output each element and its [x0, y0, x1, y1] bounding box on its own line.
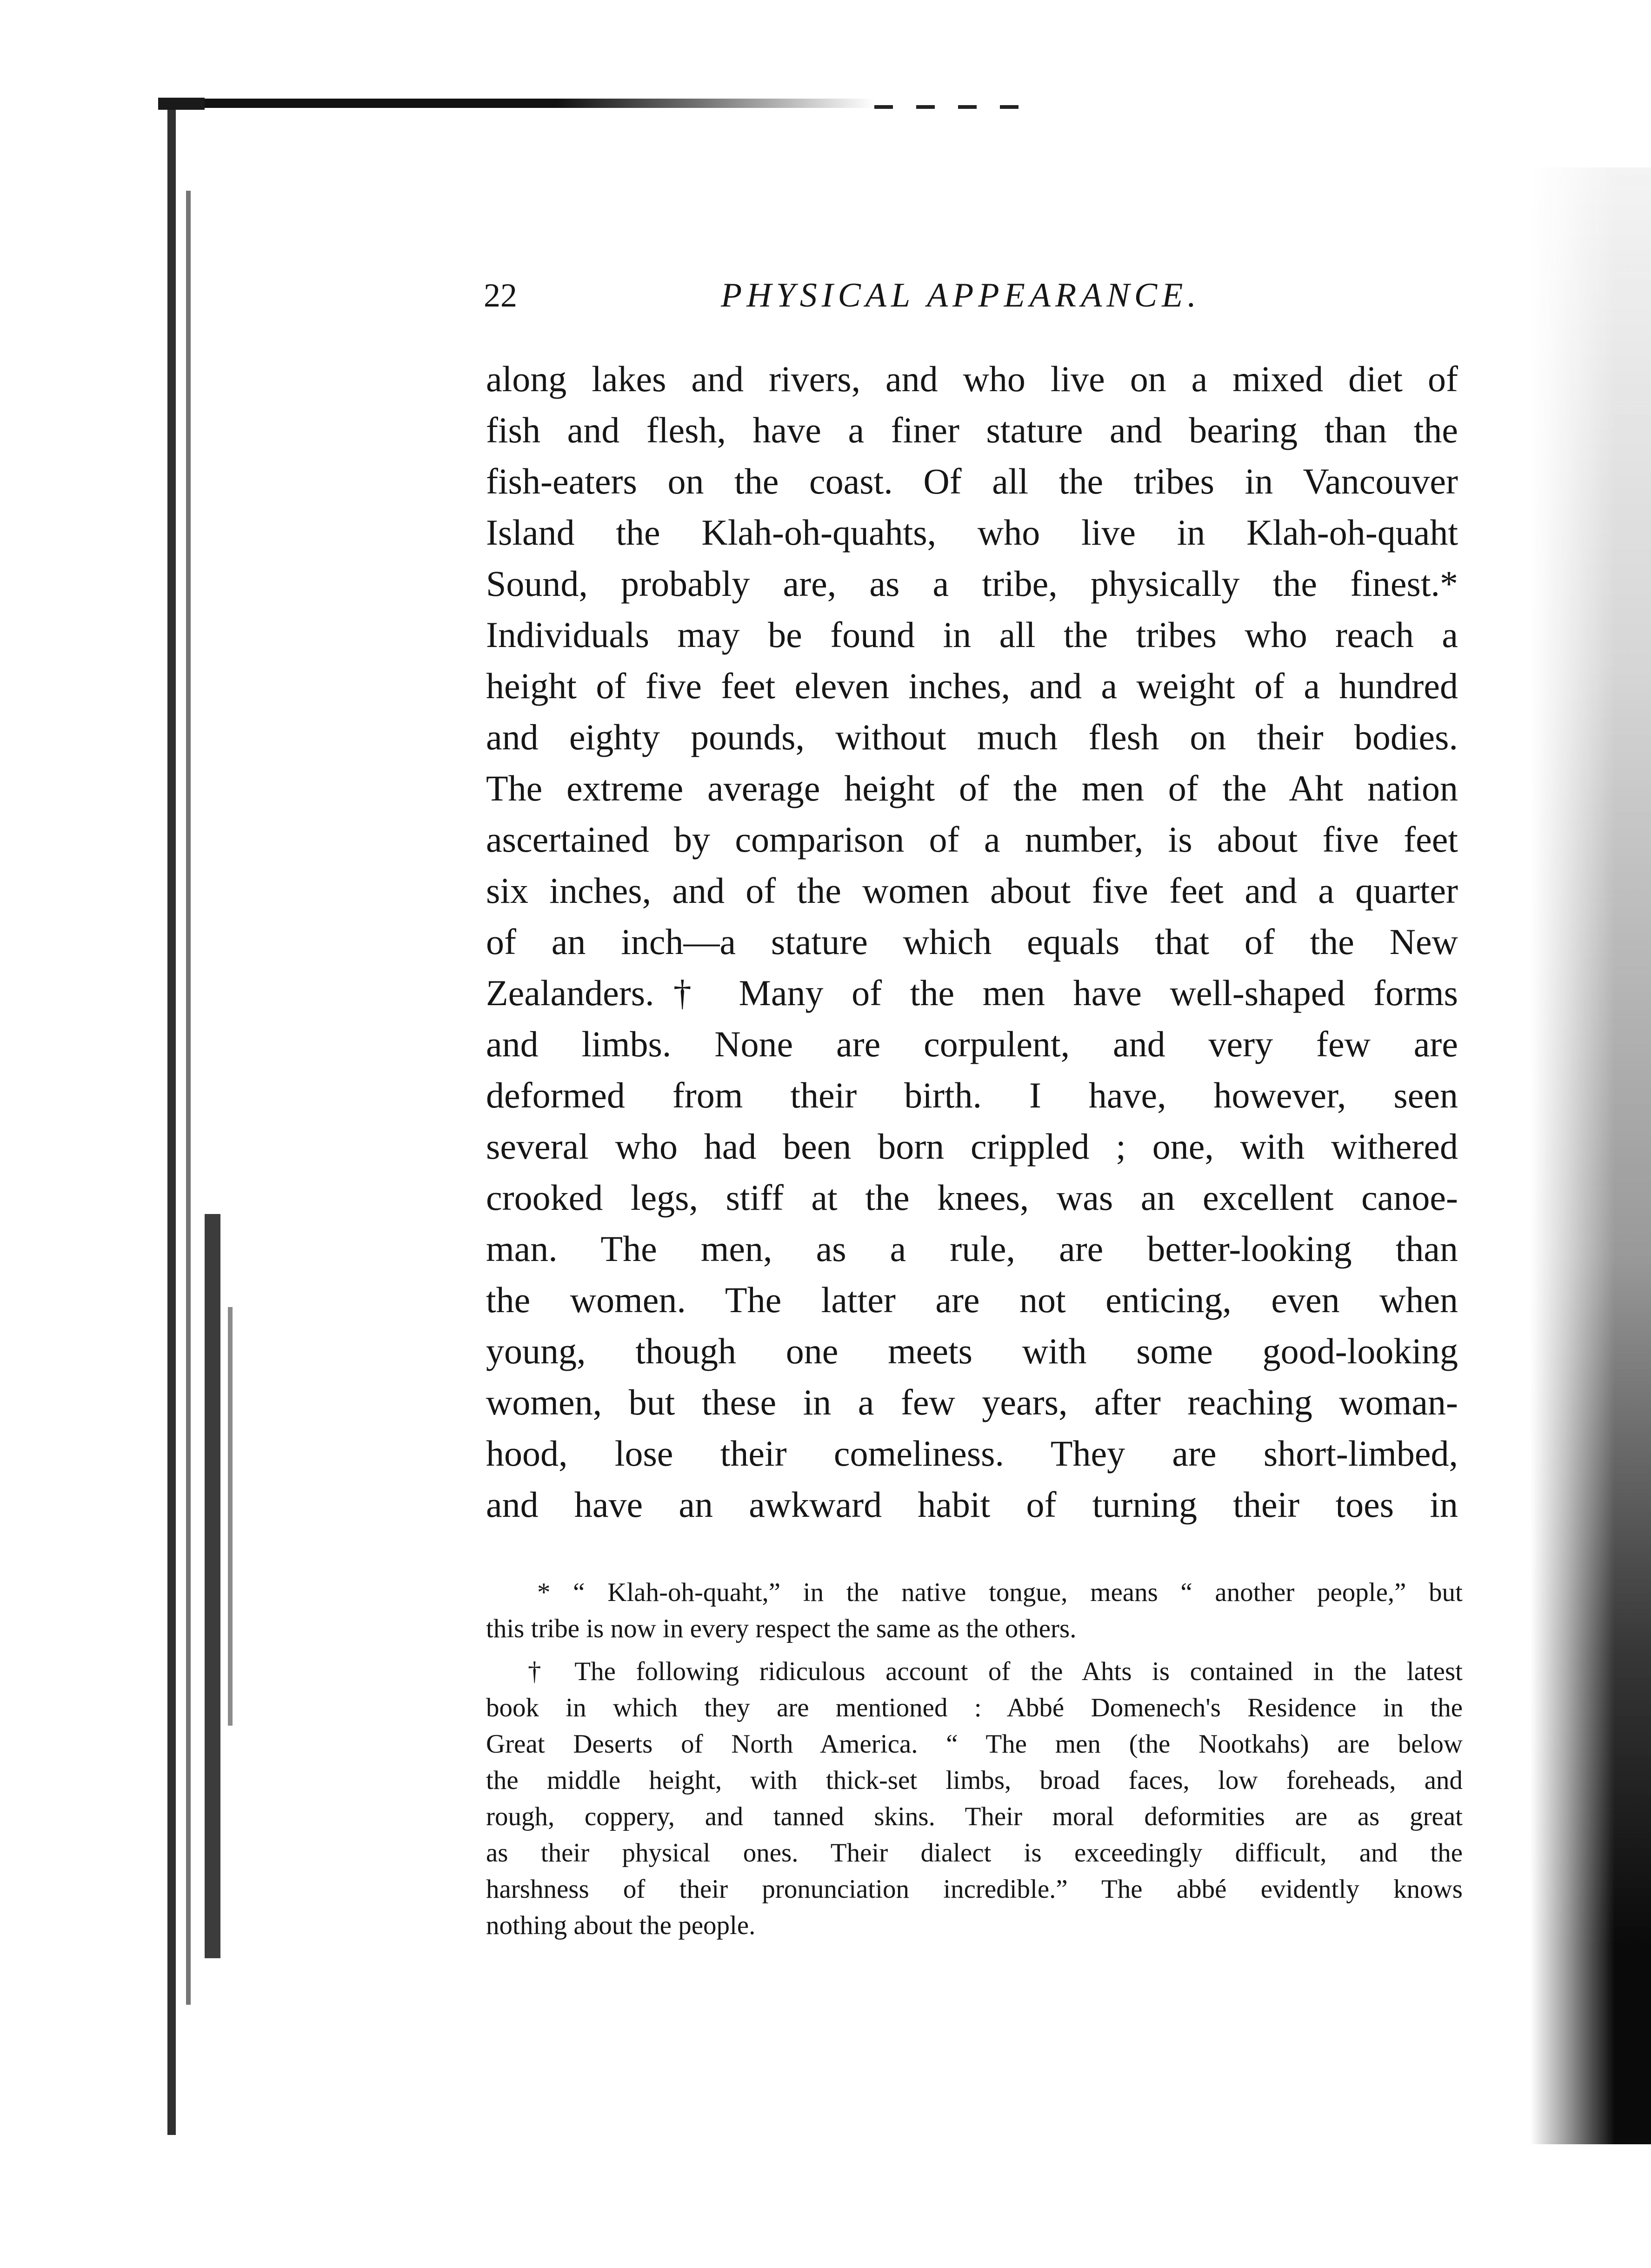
footnote-line: nothing about the people.: [486, 1911, 756, 1940]
footnote-line: the middle height, with thick-set limbs, broad faces, low foreheads, and: [486, 1766, 1463, 1795]
body-line: height of five feet eleven inches, and a weight of a hundred: [486, 666, 1458, 706]
footnote-line: † The following ridiculous account of the Ahts is contained in the latest: [528, 1657, 1463, 1686]
footnotes: [486, 1574, 1463, 1944]
body-line: man. The men, as a rule, are better-looking than: [486, 1228, 1458, 1269]
footnote-line: * “ Klah-oh-quaht,” in the native tongue, means “ another people,” but: [537, 1578, 1463, 1607]
footnote-line: book in which they are mentioned : Abbé Domenech's Residence in the: [486, 1693, 1463, 1722]
body-text: [486, 354, 1458, 1530]
body-line: six inches, and of the women about five feet and a quarter: [486, 870, 1458, 911]
body-line: women, but these in a few years, after reaching woman-: [486, 1382, 1458, 1422]
body-line: Zealanders.† Many of the men have well-shaped forms: [486, 973, 1458, 1013]
body-line: Sound, probably are, as a tribe, physically the finest.*: [486, 563, 1458, 604]
footnote-line: this tribe is now in every respect the same as the others.: [486, 1614, 1077, 1643]
page-header: [484, 274, 1460, 316]
body-line: deformed from their birth. I have, however, seen: [486, 1075, 1458, 1115]
scan-top-rule-tail: [874, 105, 1023, 109]
footnote-line: Great Deserts of North America. “ The men (the Nootkahs) are below: [486, 1729, 1463, 1759]
scan-right-edge-shadow: [1530, 167, 1651, 2144]
footnote-line: as their physical ones. Their dialect is exceedingly difficult, and the: [486, 1838, 1463, 1868]
running-head: PHYSICAL APPEARANCE.: [721, 276, 1201, 314]
body-line: fish and flesh, have a finer stature and bearing than the: [486, 410, 1458, 450]
body-line: The extreme average height of the men of the Aht nation: [486, 768, 1458, 808]
footnote-line: rough, coppery, and tanned skins. Their moral deformities are as great: [486, 1802, 1463, 1831]
body-line: along lakes and rivers, and who live on a mixed diet of: [486, 359, 1458, 399]
body-line: of an inch—a stature which equals that of the New: [486, 921, 1458, 962]
body-line: hood, lose their comeliness. They are short-limbed,: [486, 1433, 1458, 1474]
body-line: fish-eaters on the coast. Of all the tribes in Vancouver: [486, 461, 1458, 501]
scan-left-binding-edge: [158, 98, 260, 2144]
page-number: 22: [484, 277, 517, 314]
body-line: young, though one meets with some good-looking: [486, 1331, 1458, 1371]
footnote-line: harshness of their pronunciation incredible.” The abbé evidently knows: [486, 1874, 1463, 1904]
body-line: and have an awkward habit of turning their toes in: [486, 1484, 1458, 1525]
body-line: crooked legs, stiff at the knees, was an excellent canoe-: [486, 1177, 1458, 1218]
body-line: Island the Klah-oh-quahts, who live in Klah-oh-quaht: [486, 512, 1458, 553]
body-line: several who had been born crippled ; one, with withered: [486, 1126, 1458, 1167]
body-line: and limbs. None are corpulent, and very few are: [486, 1024, 1458, 1064]
body-line: ascertained by comparison of a number, is about five feet: [486, 819, 1458, 860]
scan-top-rule: [167, 99, 874, 108]
body-line: and eighty pounds, without much flesh on their bodies.: [486, 717, 1458, 757]
body-line: the women. The latter are not enticing, even when: [486, 1280, 1458, 1320]
body-line: Individuals may be found in all the tribes who reach a: [486, 614, 1458, 655]
